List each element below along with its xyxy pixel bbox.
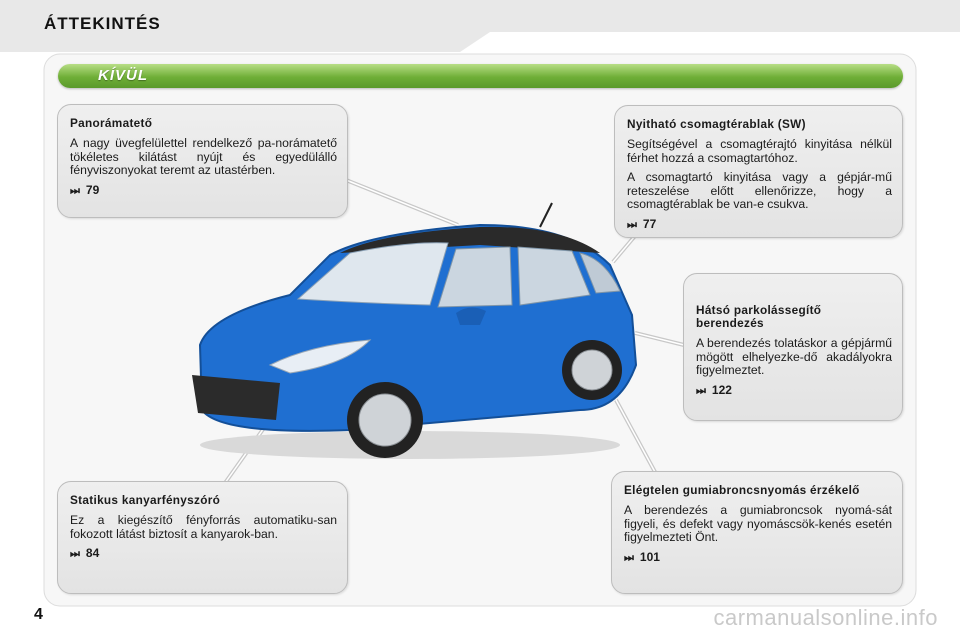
- watermark: carmanualsonline.info: [713, 605, 938, 630]
- page-reference[interactable]: ⏭ 77: [627, 216, 657, 231]
- callout-title: Statikus kanyarfényszóró: [70, 493, 221, 507]
- callout-text: A berendezés tolatáskor a gépjármű mögött elhelyezke-dő akadályokra figyelmeztet.: [696, 336, 892, 377]
- callout-text: A berendezés a gumiabroncsok nyomá-sát figyeli, és defekt vagy nyomáscsök-kenés esetén figyelmezteti Önt.: [624, 503, 892, 544]
- callout-rear-window: [614, 105, 903, 238]
- fast-forward-icon: ⏭: [70, 548, 80, 560]
- page-reference[interactable]: ⏭ 101: [624, 549, 660, 564]
- fast-forward-icon: ⏭: [627, 218, 637, 231]
- callout-panoramic-roof: [57, 104, 348, 218]
- callout-text: A nagy üvegfelülettel rendelkező pa-norámatető tökéletes kilátást nyújt és egyedülálló fényviszonyokat teremt az utastérben.: [70, 136, 337, 177]
- page-number: 4: [34, 606, 43, 623]
- callout-text: Segítségével a csomagtérajtó kinyitása nélkül férhet hozzá a csomagtartóhoz.: [627, 137, 892, 165]
- fast-forward-icon: ⏭: [696, 384, 706, 397]
- callout-title: Elégtelen gumiabroncsnyomás érzékelő: [624, 483, 860, 497]
- page-reference[interactable]: ⏭ 79: [70, 182, 100, 197]
- callout-parking-sensors: [683, 273, 903, 421]
- callout-text: A csomagtartó kinyitása vagy a gépjár-mű reteszelése előtt ellenőrizze, hogy a csomagtérablak be van-e csukva.: [627, 170, 892, 211]
- callout-cornering-light: [57, 481, 348, 594]
- antenna: [540, 203, 552, 227]
- fast-forward-icon: ⏭: [70, 184, 80, 197]
- callout-title: Hátsó parkolássegítő berendezés: [696, 303, 822, 330]
- callout-tyre-pressure: [611, 471, 903, 594]
- section-header-bar: [58, 64, 903, 88]
- page-title: ÁTTEKINTÉS: [44, 14, 161, 33]
- page-reference[interactable]: ⏭ 122: [696, 382, 732, 397]
- page-reference[interactable]: ⏭ 84: [70, 546, 100, 560]
- callout-title: Panorámatető: [70, 116, 153, 130]
- callout-text: Ez a kiegészítő fényforrás automatiku-san fokozott látást biztosít a kanyarok-ban.: [70, 513, 337, 541]
- callout-title: Nyitható csomagtérablak (SW): [627, 117, 806, 131]
- fast-forward-icon: ⏭: [624, 551, 634, 564]
- section-title: KÍVÜL: [98, 67, 148, 84]
- car-illustration: [180, 195, 650, 465]
